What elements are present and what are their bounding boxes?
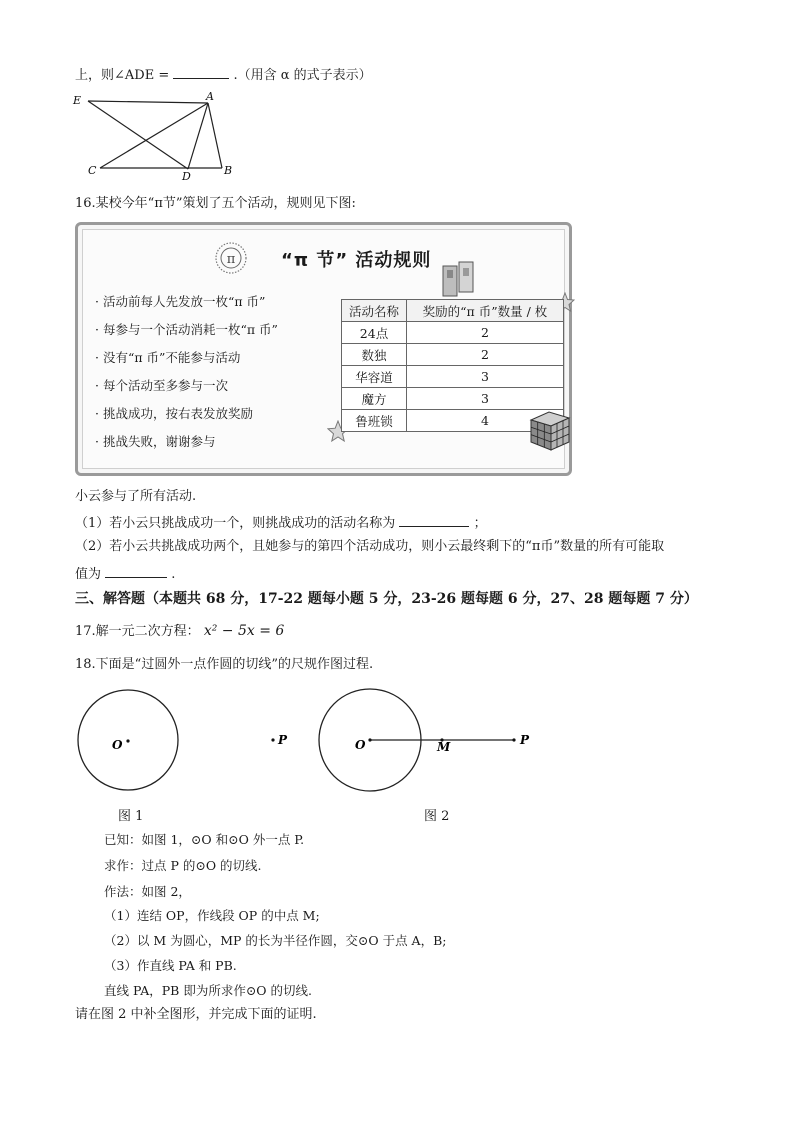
table-row [342, 388, 564, 410]
fig2-label-M: M [437, 740, 451, 754]
q17-equation: x² − 5x = 6 [203, 623, 285, 639]
reward-count: 3 [407, 388, 564, 410]
q16-part1-answer-blank[interactable] [399, 512, 469, 527]
section-3-heading: 三、解答题（本题共 68 分，17-22 题每小题 5 分，23-26 题每题 6 分，27、28 题每题 7 分） [75, 591, 698, 607]
q16-part1-end: ； [473, 516, 487, 531]
q18-method: 作法：如图 2， [104, 884, 191, 899]
table-row [342, 322, 564, 344]
fig1-point-O [126, 739, 129, 742]
luban-lock-icon [439, 260, 483, 300]
line-ED [88, 101, 188, 169]
rules-inner-panel [82, 229, 565, 469]
q17-text: 17.解一元二次方程： [75, 624, 200, 639]
q16-part2-line1: （2）若小云共挑战成功两个，且她参与的第四个活动成功，则小云最终剩下的“π币”数量的所有可能取 [75, 539, 665, 554]
activity-name: 数独 [342, 344, 407, 366]
rule-item: · 每个活动至多参与一次 [95, 378, 228, 393]
rule-item: · 没有“π 币”不能参与活动 [95, 350, 241, 365]
activity-name: 24点 [342, 322, 407, 344]
fig2-point-P [512, 738, 515, 741]
q15-figure [70, 90, 240, 180]
q16-part1-text: （1）若小云只挑战成功一个，则挑战成功的活动名称为 [75, 516, 396, 531]
pi-festival-rules-box [75, 222, 572, 476]
rule-item: · 挑战成功，按右表发放奖励 [95, 406, 253, 421]
q16-part2-text: 值为 [75, 567, 102, 582]
fig1-point-P [271, 738, 274, 741]
rubiks-cube-icon [527, 408, 573, 452]
q18-closing: 请在图 2 中补全图形，并完成下面的证明. [75, 1007, 317, 1022]
fig2-label-P: P [520, 733, 530, 747]
q15-text-after: .（用含 α 的式子表示） [233, 68, 372, 83]
q15-text-before: 上，则∠ADE = [75, 68, 170, 83]
reward-count: 4 [407, 410, 564, 432]
fig1-caption: 图 1 [118, 809, 144, 824]
q18-conclusion: 直线 PA，PB 即为所求作⊙O 的切线. [104, 983, 313, 998]
rule-item: · 挑战失败，谢谢参与 [95, 434, 216, 449]
fig2-caption: 图 2 [424, 809, 450, 824]
q16-part2-answer-blank[interactable] [105, 563, 167, 578]
q15-answer-blank[interactable] [173, 64, 229, 79]
table-row [342, 366, 564, 388]
table-header-row [342, 300, 564, 322]
line-EA [88, 101, 208, 103]
activity-name: 华容道 [342, 366, 407, 388]
reward-count: 2 [407, 322, 564, 344]
pi-seal-icon [215, 242, 247, 274]
q17-line [75, 622, 284, 641]
reward-count: 2 [407, 344, 564, 366]
fig2-label-O: O [355, 738, 366, 752]
q16-part2-end: . [171, 567, 176, 582]
table-header-activity: 活动名称 [342, 300, 407, 322]
point-label-E: E [73, 94, 82, 107]
table-row [342, 344, 564, 366]
pi-seal-symbol: π [226, 252, 236, 267]
q16-intro: 小云参与了所有活动. [75, 489, 197, 504]
q16-part2-line2 [75, 563, 175, 584]
point-label-B: B [224, 164, 233, 177]
q18-step: （3）作直线 PA 和 PB. [104, 958, 237, 973]
q18-figures [70, 685, 550, 805]
q18-given: 已知：如图 1，⊙O 和⊙O 外一点 P. [104, 832, 305, 847]
fig1-label-O: O [112, 738, 123, 752]
rules-title: “π 节” 活动规则 [281, 250, 432, 271]
rule-item: · 每参与一个活动消耗一枚“π 币” [95, 322, 278, 337]
line-AB [208, 103, 222, 168]
q18-step: （1）连结 OP，作线段 OP 的中点 M; [104, 908, 320, 923]
reward-count: 3 [407, 366, 564, 388]
q18-goal: 求作：过点 P 的⊙O 的切线. [104, 858, 262, 873]
activity-name: 鲁班锁 [342, 410, 407, 432]
point-label-D: D [182, 170, 191, 180]
point-label-C: C [88, 164, 97, 177]
q18-stem: 18.下面是“过圆外一点作圆的切线”的尺规作图过程. [75, 657, 374, 672]
q15-line [75, 64, 372, 85]
fig1-label-P: P [278, 733, 288, 747]
q16-stem: 16.某校今年“π节”策划了五个活动，规则见下图: [75, 196, 356, 211]
activity-name: 魔方 [342, 388, 407, 410]
q18-step: （2）以 M 为圆心，MP 的长为半径作圆，交⊙O 于点 A，B; [104, 933, 447, 948]
q16-part1 [75, 512, 487, 533]
fig2-point-O [368, 738, 371, 741]
table-header-reward: 奖励的“π 币”数量 / 枚 [407, 300, 564, 322]
point-label-A: A [206, 90, 214, 103]
rule-item: · 活动前每人先发放一枚“π 币” [95, 294, 266, 309]
